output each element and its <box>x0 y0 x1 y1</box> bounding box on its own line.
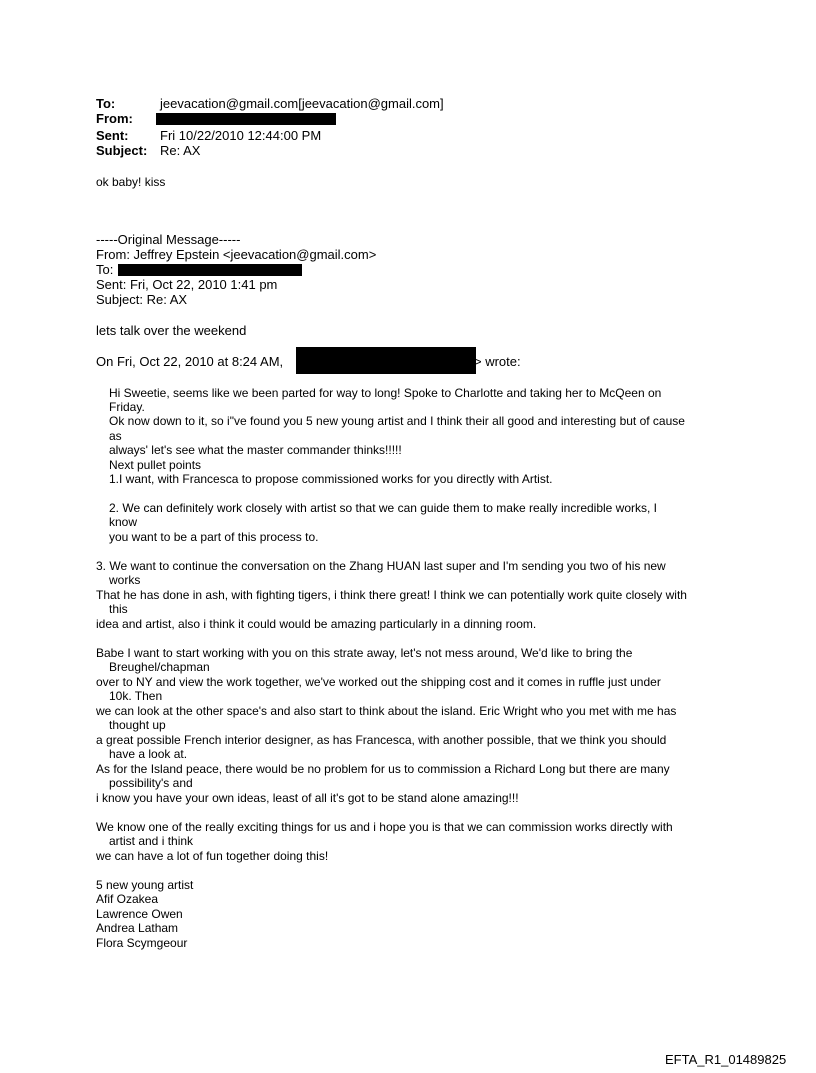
quoted-line: works <box>109 573 141 587</box>
original-sent: Sent: Fri, Oct 22, 2010 1:41 pm <box>96 277 278 292</box>
quoted-line: i know you have your own ideas, least of all it's got to be stand alone amazing!!! <box>96 791 519 805</box>
original-from: From: Jeffrey Epstein <jeevacation@gmail.com> <box>96 247 377 262</box>
quoted-line: Next pullet points <box>109 458 202 472</box>
sent-value: Fri 10/22/2010 12:44:00 PM <box>160 128 322 143</box>
from-label: From: <box>96 111 133 126</box>
quoted-line: have a look at. <box>109 747 188 761</box>
quoted-line: Breughel/chapman <box>109 660 210 674</box>
quoted-line: this <box>109 602 128 616</box>
original-separator: -----Original Message----- <box>96 232 241 247</box>
quoted-line: Babe I want to start working with you on this strate away, let's not mess around, We'd like to bring the <box>96 646 633 660</box>
redaction-bar <box>118 264 302 276</box>
quoted-line: always' let's see what the master commander thinks!!!!! <box>109 443 402 457</box>
quoted-line: a great possible French interior designer, as has Francesca, with another possible, that we think you should <box>96 733 667 747</box>
to-value: jeevacation@gmail.com[jeevacation@gmail.com] <box>160 96 444 111</box>
quoted-line: we can look at the other space's and also start to think about the island. Eric Wright who you met with me has <box>96 704 677 718</box>
redaction-bar <box>156 113 336 125</box>
artist-list-item: Lawrence Owen <box>96 907 183 921</box>
quoted-line: as <box>109 429 122 443</box>
quoted-line: over to NY and view the work together, we've worked out the shipping cost and it comes in ruffle just under <box>96 675 661 689</box>
quoted-line: Friday. <box>109 400 145 414</box>
subject-label: Subject: <box>96 143 148 158</box>
on-wrote-prefix: On Fri, Oct 22, 2010 at 8:24 AM, <box>96 354 284 369</box>
quoted-line: know <box>109 515 138 529</box>
quoted-line: thought up <box>109 718 166 732</box>
reply-body: ok baby! kiss <box>96 175 166 189</box>
quoted-line: Hi Sweetie, seems like we been parted for way to long! Spoke to Charlotte and taking her to McQeen on <box>109 386 662 400</box>
original-subject: Subject: Re: AX <box>96 292 188 307</box>
quoted-line: you want to be a part of this process to. <box>109 530 319 544</box>
quoted-line: idea and artist, also i think it could would be amazing particularly in a dinning room. <box>96 617 537 631</box>
subject-value: Re: AX <box>160 143 201 158</box>
document-id: EFTA_R1_01489825 <box>665 1052 787 1067</box>
quoted-line: 10k. Then <box>109 689 163 703</box>
redaction-bar <box>296 347 476 374</box>
original-body: lets talk over the weekend <box>96 323 247 338</box>
quoted-line: Ok now down to it, so i"ve found you 5 new young artist and I think their all good and interesting but of cause <box>109 414 685 428</box>
quoted-line: 2. We can definitely work closely with artist so that we can guide them to make really incredible works, I <box>109 501 658 515</box>
quoted-line: 1.I want, with Francesca to propose commissioned works for you directly with Artist. <box>109 472 553 486</box>
quoted-line: As for the Island peace, there would be no problem for us to commission a Richard Long but there are many <box>96 762 670 776</box>
artist-list-item: Andrea Latham <box>96 921 179 935</box>
artist-list-item: Flora Scymgeour <box>96 936 188 950</box>
quoted-line: possibility's and <box>109 776 193 790</box>
quoted-line: That he has done in ash, with fighting tigers, i think there great! I think we can potentially work quite closely with <box>96 588 687 602</box>
artist-list-item: 5 new young artist <box>96 878 194 892</box>
quoted-line: artist and i think <box>109 834 194 848</box>
original-to: To: <box>96 262 114 277</box>
quoted-line: We know one of the really exciting things for us and i hope you is that we can commission works directly with <box>96 820 673 834</box>
quoted-line: 3. We want to continue the conversation on the Zhang HUAN last super and I'm sending you two of his new <box>96 559 666 573</box>
sent-label: Sent: <box>96 128 129 143</box>
quoted-line: we can have a lot of fun together doing this! <box>96 849 329 863</box>
on-wrote-suffix: > wrote: <box>474 354 521 369</box>
to-label: To: <box>96 96 116 111</box>
artist-list-item: Afif Ozakea <box>96 892 159 906</box>
